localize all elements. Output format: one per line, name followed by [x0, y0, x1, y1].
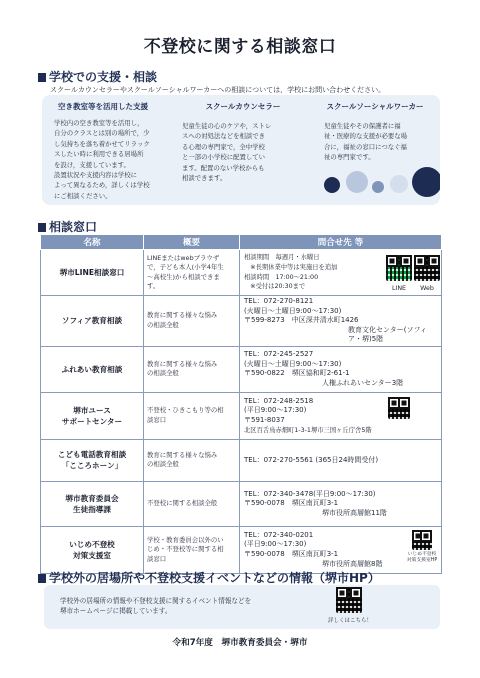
table-row [41, 296, 442, 347]
qr-label-web: Web [420, 285, 434, 292]
column-title: スクールカウンセラー [205, 102, 281, 111]
outside-info-heading: 学校外の居場所や不登校支援イベントなどの情報（堺市HP） [38, 569, 380, 586]
qr-caption: いじめ不登校 対策支援室HP [406, 551, 438, 563]
support-column-counselor [182, 101, 304, 183]
support-column-social-worker [316, 101, 434, 163]
decorative-circle [372, 181, 384, 193]
column-text: 児童生徒やその保護者に福 祉・医療的な支援が必要な場 合に，福祉の窓口につなぐ福 祉の専門家です。 [324, 122, 408, 162]
row-summary: 教育に関する様々な悩み の相談全般 [144, 296, 240, 347]
row-name: ソフィア教育相談 [41, 296, 144, 347]
school-support-panel [42, 95, 440, 205]
column-title: スクールソーシャルワーカー [326, 102, 424, 111]
square-bullet-icon [38, 73, 46, 82]
web-qr-code[interactable] [414, 255, 440, 281]
row-name: 堺市教育委員会 生徒指導課 [41, 481, 144, 526]
row-summary: 教育に関する様々な悩み の相談全般 [144, 439, 240, 481]
row-contact: TEL：072-270-5561 (365日24時間受付) [240, 439, 442, 481]
youth-support-qr-code[interactable] [388, 397, 410, 419]
city-hp-qr-code[interactable] [336, 587, 362, 613]
outside-info-text: 学校外の居場所の情報や不登校支援に関するイベント情報などを 堺市ホームページに掲載しています。 [60, 597, 252, 615]
school-support-heading: 学校での支援・相談 [38, 68, 157, 85]
header-summary: 概要 [144, 235, 240, 250]
row-contact: TEL：072-340-3478(平日9:00～17:30) 〒590-0078 堺区南瓦町3-1 堺市役所高層館11階 [240, 481, 442, 526]
table-row [41, 481, 442, 526]
row-name: いじめ不登校 対策支援室 [41, 526, 144, 573]
decorative-circle [390, 175, 408, 193]
column-title: 空き教室等を活用した支援 [58, 102, 148, 111]
table-row [41, 526, 442, 573]
decorative-circle [346, 171, 368, 193]
row-summary: 教育に関する様々な悩み の相談全般 [144, 346, 240, 392]
row-contact: TEL：072-270-8121 (火曜日～土曜日9:00～17:30) 〒599-8273 中区深井清水町1426 教育文化センター(ソフィア・堺)5階 [240, 296, 442, 347]
row-name: 堺市LINE相談窓口 [41, 250, 144, 296]
table-row [41, 346, 442, 392]
row-summary: LINEまたはwebブラウザ で，子ども本人(小学4年生 ～高校生)から相談できま す。 [144, 250, 240, 296]
row-summary: 不登校に関する相談全般 [144, 481, 240, 526]
school-support-intro: スクールカウンセラーやスクールソーシャルワーカーへの相談については，学校にお問い合わせください。 [50, 86, 386, 94]
bullying-office-qr-code[interactable] [412, 530, 432, 550]
consult-table [40, 234, 442, 574]
column-text: 児童生徒の心のケアや，ストレ スへの対処法などを相談でき る心理の専門家で，全中学校 と一部の小学校に配置してい ます。配置のない学校からも 相談できます。 [182, 122, 272, 183]
square-bullet-icon [38, 574, 46, 583]
row-name: 堺市ユース サポートセンター [41, 392, 144, 439]
decorative-circle [412, 167, 440, 197]
table-header-row [41, 235, 442, 250]
support-column-classroom [54, 101, 166, 201]
header-contact: 問合せ先 等 [240, 235, 442, 250]
row-name: ふれあい教育相談 [41, 346, 144, 392]
consult-heading: 相談窓口 [38, 218, 97, 235]
row-name: こども電話教育相談 「こころホーン」 [41, 439, 144, 481]
qr-caption: 詳しくはこちら！ [327, 618, 372, 624]
row-summary: 学校・教育委員会以外のい じめ・不登校等に関する相 談窓口 [144, 526, 240, 573]
square-bullet-icon [38, 223, 46, 232]
page-title: 不登校に関する相談窓口 [143, 37, 337, 57]
table-row [41, 250, 442, 296]
row-contact: TEL：072-245-2527 (火曜日～土曜日9:00～17:30) 〒590-0822 堺区協和町2-61-1 人権ふれあいセンター3階 [240, 346, 442, 392]
row-contact: TEL：072-340-0201 (平日9:00～17:30) 〒590-0078 堺区南瓦町3-1 堺市役所高層館8階 いじめ不登校 対策支援室HP [240, 526, 442, 573]
table-row [41, 439, 442, 481]
decorative-circle [324, 177, 340, 193]
footer-publisher: 令和7年度 堺市教育委員会・堺市 [172, 638, 308, 648]
table-row [41, 392, 442, 439]
outside-info-box [44, 585, 440, 629]
header-name: 名称 [41, 235, 144, 250]
row-summary: 不登校・ひきこもり等の相 談窓口 [144, 392, 240, 439]
column-text: 学校内の空き教室等を活用し， 自分のクラスとは別の場所で，少 し気持ちを落ち着かせてリラック スしたい時に利用できる居場所 を設け，支援しています。 設置状況や支援内容は学校に よって異なるため，詳しくは学校 にご相談ください。 [54, 119, 150, 200]
row-contact: TEL：072-248-2518 (平日9:00～17:30) 〒591-8037 北区百舌鳥赤畑町1-3-1堺市三国ヶ丘庁舎5階 [240, 392, 442, 439]
row-contact: 相談期間 毎週月・水曜日 ※長期休業中等は実施日を追加 相談時間 17:00～21:00 ※受付は20:30まで LINE Web [240, 250, 442, 296]
qr-label-line: LINE [391, 285, 407, 292]
line-qr-code[interactable] [386, 255, 412, 281]
